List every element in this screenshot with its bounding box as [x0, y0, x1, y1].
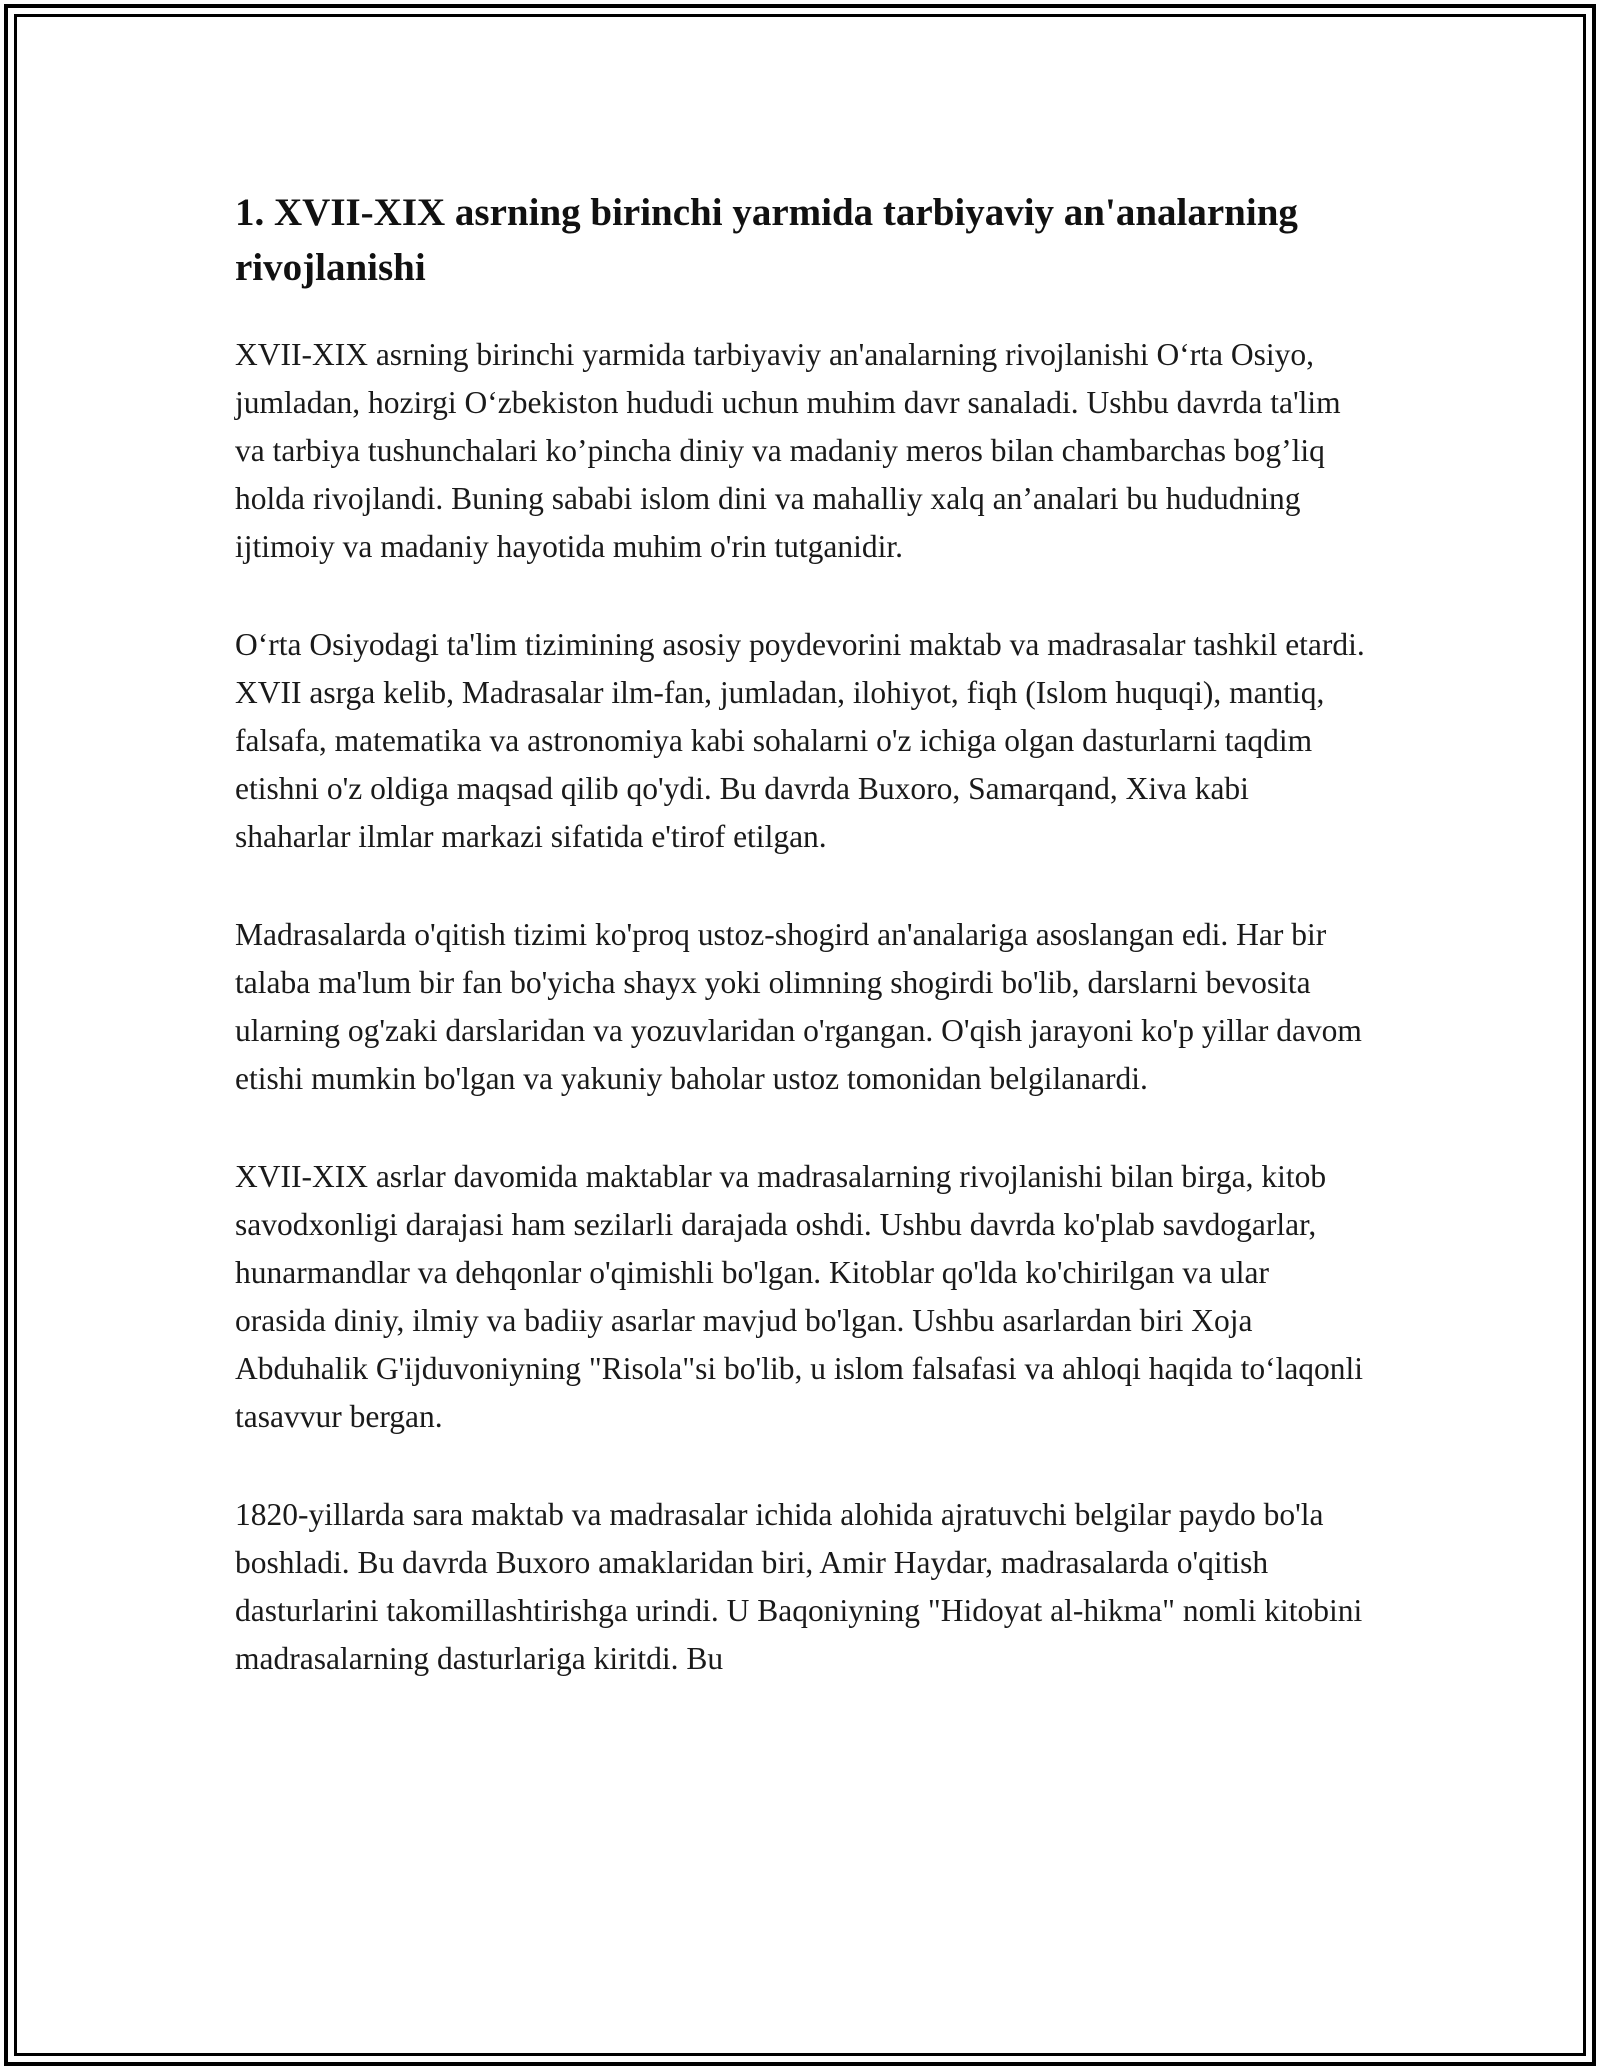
- paragraph-4: XVII-XIX asrlar davomida maktablar va madrasalarning rivojlanishi bilan birga, kitob savodxonligi darajasi ham sezilarli darajada oshdi. Ushbu davrda ko'plab savdogarlar, hunarmandlar va dehqonlar o'qimishli bo'lgan. Kitoblar qo'lda ko'chirilgan va ular orasida diniy, ilmiy va badiiy asarlar mavjud bo'lgan. Ushbu asarlardan biri Xoja Abduhalik G'ijduvoniyning "Risola"si bo'lib, u islom falsafasi va ahloqi haqida to‘laqonli tasavvur bergan.: [235, 1159, 1364, 1434]
- paragraph-2: O‘rta Osiyodagi ta'lim tizimining asosiy poydevorini maktab va madrasalar tashkil etardi. XVII asrga kelib, Madrasalar ilm-fan, jumladan, ilohiyot, fiqh (Islom huquqi), mantiq, falsafa, matematika va astronomiya kabi sohalarni o'z ichiga olgan dasturlarni taqdim etishni o'z oldiga maqsad qilib qo'ydi. Bu davrda Buxoro, Samarqand, Xiva kabi shaharlar ilmlar markazi sifatida e'tirof etilgan.: [235, 627, 1365, 854]
- section-heading: 1. XVII-XIX asrning birinchi yarmida tarbiyaviy an'analarning rivojlanishi: [235, 191, 1298, 289]
- document-body: [235, 185, 1365, 1733]
- paragraph-3: Madrasalarda o'qitish tizimi ko'proq ustoz-shogird an'analariga asoslangan edi. Har bir talaba ma'lum bir fan bo'yicha shayx yoki olimning shogirdi bo'lib, darslarni bevosita ularning og'zaki darslaridan va yozuvlaridan o'rgangan. O'qish jarayoni ko'p yillar davom etishi mumkin bo'lgan va yakuniy baholar ustoz tomonidan belgilanardi.: [235, 917, 1362, 1096]
- paragraph-1: XVII-XIX asrning birinchi yarmida tarbiyaviy an'analarning rivojlanishi O‘rta Osiyo, jumladan, hozirgi O‘zbekiston hududi uchun muhim davr sanaladi. Ushbu davrda ta'lim va tarbiya tushunchalari ko’pincha diniy va madaniy meros bilan chambarchas bog’liq holda rivojlandi. Buning sababi islom dini va mahalliy xalq an’analari bu hududning ijtimoiy va madaniy hayotida muhim o'rin tutganidir.: [235, 337, 1341, 564]
- paragraph-5: 1820-yillarda sara maktab va madrasalar ichida alohida ajratuvchi belgilar paydo bo'la boshladi. Bu davrda Buxoro amaklaridan biri, Amir Haydar, madrasalarda o'qitish dasturlarini takomillashtirishga urindi. U Baqoniyning "Hidoyat al-hikma" nomli kitobini madrasalarning dasturlariga kiritdi. Bu: [235, 1497, 1363, 1676]
